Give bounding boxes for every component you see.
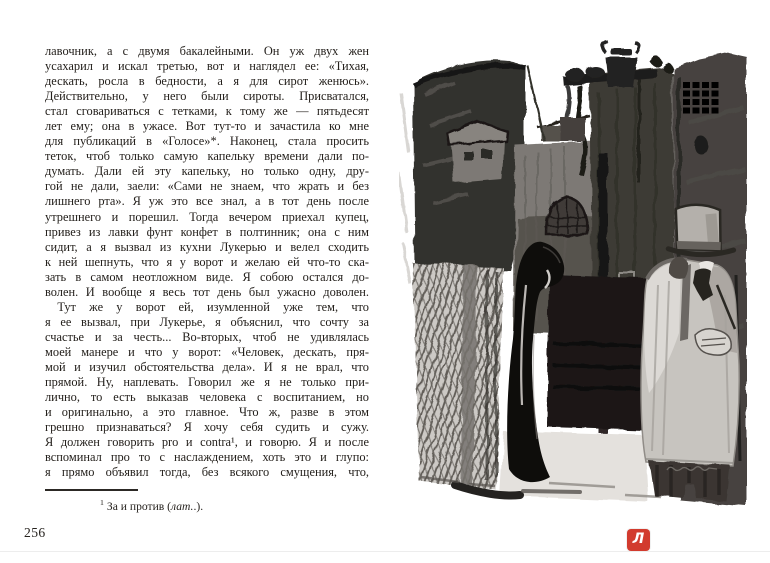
text-line: лет ему; она в ужасе. Вот тут-то и зачастила ко мне bbox=[45, 119, 369, 134]
text-line: грешно признаваться? Я хочу себя судить и сужу. bbox=[45, 420, 369, 435]
text-line: к ней шепнуть, что я у ворот и желаю ей что-то ска- bbox=[45, 254, 369, 269]
text-line: теток, чтоб только самую капельку времени дали по- bbox=[45, 149, 369, 164]
text-line: и оригинально, а это главное. Что ж, разве в этом bbox=[45, 405, 369, 420]
text-line: думать. Дали ей эту капельку, но только одну, дру- bbox=[45, 164, 369, 179]
text-line: Я должен говорить pro и contra¹, и говорю. Я и после bbox=[45, 435, 369, 450]
text-line: счастье и за честь... Во-вторых, чтоб не удивлялась bbox=[45, 329, 369, 344]
page-bottom-edge bbox=[0, 551, 770, 552]
text-line: усахарил и искал третью, вот и наглядел ее: «Тихая, bbox=[45, 59, 369, 74]
labirint-watermark bbox=[627, 529, 650, 551]
text-line: Тут же у ворот ей, изумленной уже тем, что bbox=[45, 299, 369, 314]
footnote-text-end: .). bbox=[193, 499, 204, 513]
text-line: утрешнего и порешил. Тогда вечером приехал купец, bbox=[45, 209, 369, 224]
page-number: 256 bbox=[24, 525, 46, 540]
labirint-letter: Л bbox=[632, 531, 645, 547]
text-line: для публикаций в «Голосе»*. Наконец, стала просить bbox=[45, 134, 369, 149]
text-line: привез из лавки фунт конфет в полтинник; она с ним bbox=[45, 224, 369, 239]
body-text bbox=[45, 44, 369, 480]
text-line: стал сговариваться с тетками, к тому же — пятьдесят bbox=[45, 104, 369, 119]
text-line: гой не дали, заели: «Сами не знаем, что жрать и без bbox=[45, 179, 369, 194]
text-line: я прямо объявил тогда, без всякого смущения, что, bbox=[45, 465, 369, 480]
text-line: зать в самом неотложном виде. Я собою остался до- bbox=[45, 269, 369, 284]
text-line: лишнего рта». Я уж это все знал, а в тот день после bbox=[45, 194, 369, 209]
text-line: лично, то есть выказав человека с воспитанием, но bbox=[45, 390, 369, 405]
footnote-divider bbox=[45, 489, 138, 491]
text-line: дескать, росла в бедности, а я для сирот женюсь». bbox=[45, 74, 369, 89]
text-line: волен. И вообще я весь тот день был ужасно доволен. bbox=[45, 284, 369, 299]
text-line: вспоминал про то с наслаждением, хоть это и глупо: bbox=[45, 450, 369, 465]
text-line: Действительно, у него были сироты. Присватался, bbox=[45, 89, 369, 104]
text-line: мой и изучил обстоятельства дела». И я не врал, что bbox=[45, 359, 369, 374]
text-line: я ее вызвал, при Лукерье, я объяснил, что сочту за bbox=[45, 314, 369, 329]
text-line: сидит, а я вызвал из кухни Лукерью и велел сходить bbox=[45, 239, 369, 254]
text-line: прямой. Ну, наплевать. Говорил же я не только при- bbox=[45, 375, 369, 390]
text-line: моей манере и что у ворот: «Человек, дескать, пря- bbox=[45, 344, 369, 359]
text-line: лавочник, а с двумя бакалейными. Он уж двух жен bbox=[45, 44, 369, 58]
footnote bbox=[100, 498, 203, 513]
footnote-marker: 1 bbox=[100, 498, 104, 507]
footnote-latin-label: лат. bbox=[171, 499, 194, 513]
courtyard-illustration bbox=[399, 33, 747, 511]
footnote-text: За и против ( bbox=[106, 499, 172, 513]
